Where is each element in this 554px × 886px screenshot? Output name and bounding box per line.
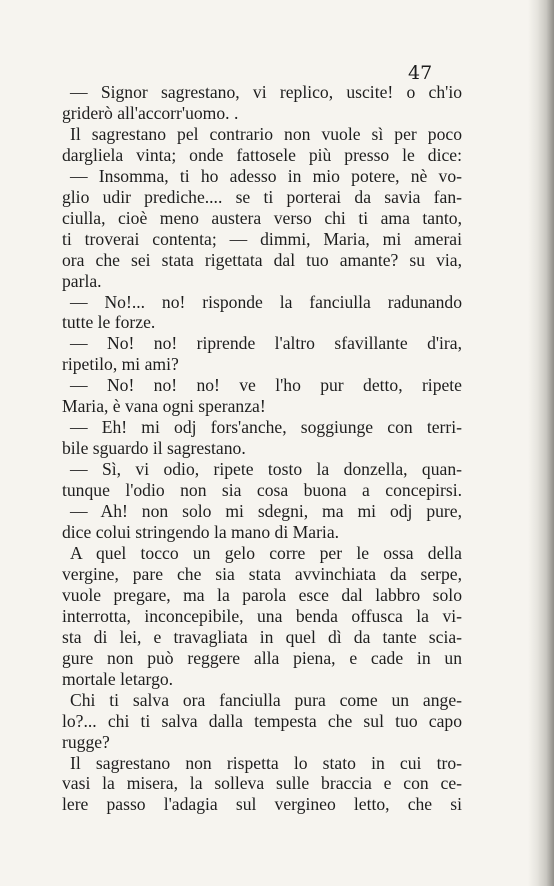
- body-text: [62, 82, 462, 815]
- text-line: Maria, è vana ogni speranza!: [62, 396, 266, 417]
- text-line: vasi la misera, la solleva sulle braccia e con ce-: [62, 773, 462, 794]
- text-line: ora che sei stata rigettata dal tuo amante? su via,: [62, 249, 462, 270]
- text-line: — Ah! non solo mi sdegni, ma mi odj pure,: [70, 501, 462, 522]
- text-line: — No! no! no! ve l'ho pur detto, ripete: [70, 375, 462, 396]
- text-line: — Insomma, ti ho adesso in mio potere, nè vo-: [70, 165, 462, 186]
- text-line: glio udir prediche.... se ti porterai da savia fan-: [62, 186, 462, 207]
- text-line: ripetilo, mi ami?: [62, 354, 179, 375]
- page-gutter-shadow: [528, 0, 554, 886]
- text-line: gure non può reggere alla piena, e cade in un: [62, 647, 462, 668]
- text-line: sta di lei, e travagliata in quel dì da tante scia-: [62, 626, 462, 647]
- text-line: — No!... no! risponde la fanciulla radunando: [70, 291, 462, 312]
- text-line: Chi ti salva ora fanciulla pura come un ange-: [70, 689, 462, 710]
- text-line: — Eh! mi odj fors'anche, soggiunge con terri-: [70, 417, 462, 438]
- text-line: griderò all'accorr'uomo. .: [62, 102, 239, 123]
- text-line: — Signor sagrestano, vi replico, uscite! o ch'io: [70, 82, 462, 102]
- text-line: bile sguardo il sagrestano.: [62, 438, 246, 459]
- text-line: Il sagrestano pel contrario non vuole sì per poco: [70, 123, 462, 144]
- text-line: tutte le forze.: [62, 312, 156, 333]
- text-line: dice colui stringendo la mano di Maria.: [62, 522, 340, 543]
- text-line: mortale letargo.: [62, 668, 174, 689]
- text-line: A quel tocco un gelo corre per le ossa della: [70, 542, 462, 563]
- text-line: vuole pregare, ma la parola esce dal labbro solo: [62, 584, 462, 605]
- text-line: lere passo l'adagia sul vergineo letto, che si: [62, 794, 462, 815]
- text-line: — No! no! riprende l'altro sfavillante d'ira,: [70, 333, 462, 354]
- text-line: Il sagrestano non rispetta lo stato in cui tro-: [70, 752, 462, 773]
- text-line: lo?... chi ti salva dalla tempesta che sul tuo capo: [62, 710, 462, 731]
- text-line: vergine, pare che sia stata avvinchiata da serpe,: [62, 563, 462, 584]
- text-line: parla.: [62, 270, 102, 291]
- text-line: — Sì, vi odio, ripete tosto la donzella, quan-: [70, 459, 462, 480]
- text-line: dargliela vinta; onde fattosele più presso le dice:: [62, 144, 462, 165]
- text-line: ciulla, cioè meno austera verso chi ti ama tanto,: [62, 207, 462, 228]
- text-line: rugge?: [62, 731, 110, 752]
- page-number: 47: [408, 62, 433, 84]
- text-line: interrotta, inconcepibile, una benda offusca la vi-: [62, 605, 462, 626]
- text-line: ti troverai contenta; — dimmi, Maria, mi amerai: [62, 228, 462, 249]
- text-line: tunque l'odio non sia cosa buona a concepirsi.: [62, 480, 462, 501]
